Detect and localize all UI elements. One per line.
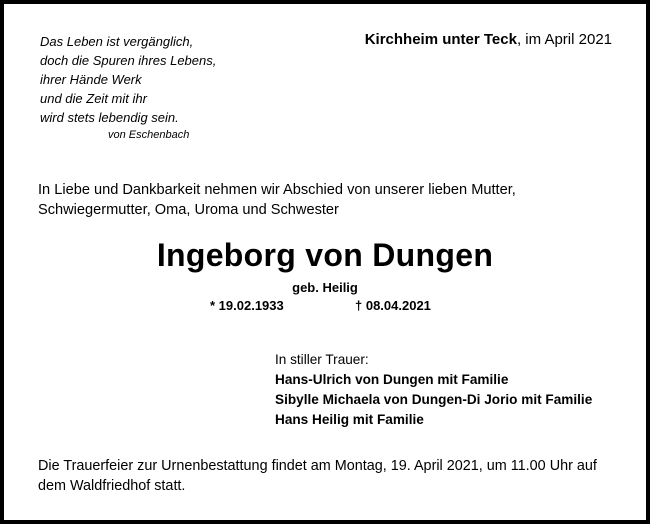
farewell-intro: In Liebe und Dankbarkeit nehmen wir Abschied von unserer lieben Mutter, Schwiegermutter, Oma, Uroma und Schwester (38, 182, 516, 218)
mourners-block (275, 350, 592, 430)
mourners-lead: In stiller Trauer: (275, 352, 369, 367)
quote-line: ihrer Hände Werk (40, 72, 142, 87)
place-and-date (365, 31, 612, 48)
date: , im April 2021 (516, 31, 612, 48)
quote-line: wird stets lebendig sein. (40, 110, 179, 125)
mourner-family: Sibylle Michaela von Dungen-Di Jorio mit Familie (275, 392, 593, 407)
death-date: † 08.04.2021 (355, 298, 431, 313)
service-info: Die Trauerfeier zur Urnenbestattung findet am Montag, 19. April 2021, um 11.00 Uhr auf dem Waldfriedhof statt. (38, 458, 597, 494)
quote-author: von Eschenbach (108, 129, 190, 141)
birth-date: * 19.02.1933 (210, 298, 284, 313)
memorial-quote (40, 32, 216, 127)
quote-line: doch die Spuren ihres Lebens, (40, 53, 217, 68)
mourner-family: Hans Heilig mit Familie (275, 412, 424, 427)
quote-line: Das Leben ist vergänglich, (40, 34, 194, 49)
mourner-family: Hans-Ulrich von Dungen mit Familie (275, 372, 509, 387)
quote-line: und die Zeit mit ihr (40, 91, 147, 106)
deceased-name: Ingeborg von Dungen (156, 237, 494, 273)
birth-name: geb. Heilig (292, 280, 358, 295)
place: Kirchheim unter Teck (364, 31, 517, 48)
